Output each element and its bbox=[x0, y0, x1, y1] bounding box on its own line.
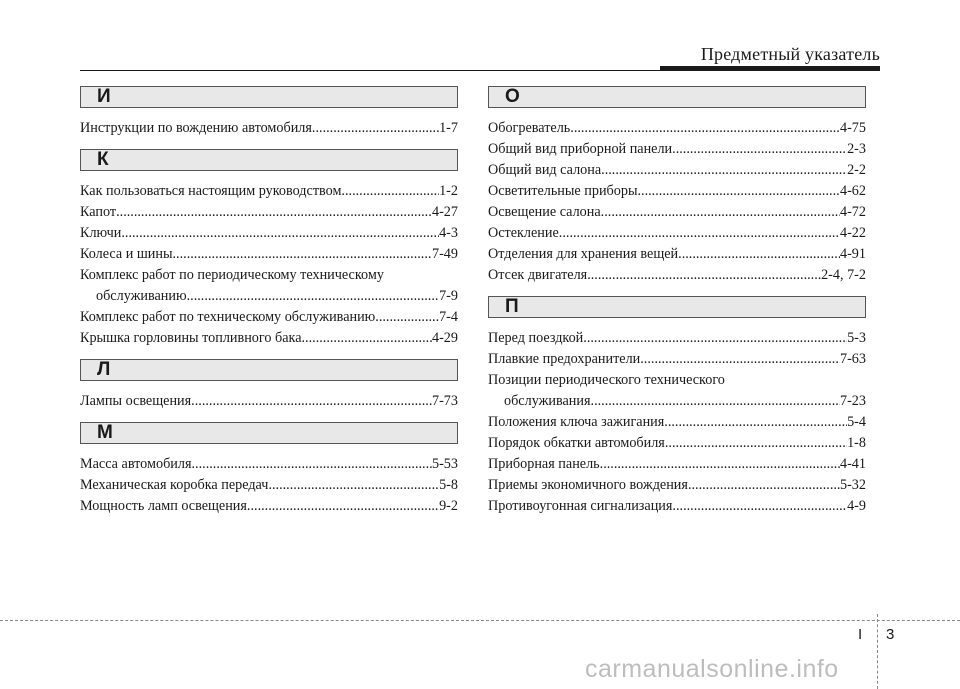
entry-text: Обогреватель bbox=[488, 120, 571, 136]
footer-divider bbox=[877, 614, 879, 689]
index-column-left bbox=[80, 86, 458, 517]
letter-heading bbox=[80, 149, 458, 171]
entry-text: Масса автомобиля bbox=[80, 456, 192, 472]
index-entry[interactable] bbox=[488, 496, 866, 517]
entry-text: Отделения для хранения вещей bbox=[488, 246, 679, 262]
letter-heading bbox=[488, 86, 866, 108]
entry-text: Положения ключа зажигания bbox=[488, 414, 665, 430]
entry-text: Приборная панель bbox=[488, 456, 600, 472]
index-entry[interactable] bbox=[80, 454, 458, 475]
index-entry[interactable] bbox=[488, 412, 866, 433]
entry-text: Отсек двигателя bbox=[488, 267, 588, 283]
index-entry[interactable] bbox=[488, 433, 866, 454]
entry-page: 7-23 bbox=[839, 393, 866, 409]
entry-page: 5-53 bbox=[431, 456, 458, 472]
letter-heading bbox=[80, 359, 458, 381]
entry-text: Комплекс работ по техническому обслуживанию bbox=[80, 309, 376, 325]
entry-text: Общий вид салона bbox=[488, 162, 602, 178]
header-rule-accent bbox=[660, 66, 880, 71]
entry-text: обслуживания bbox=[504, 393, 591, 409]
index-entry[interactable] bbox=[488, 202, 866, 223]
index-entry[interactable] bbox=[488, 454, 866, 475]
entry-text: Крышка горловины топливного бака bbox=[80, 330, 302, 346]
footer-rule bbox=[0, 620, 960, 621]
index-entry[interactable] bbox=[80, 118, 458, 139]
entry-page: 4-29 bbox=[431, 330, 458, 346]
entry-page: 1-8 bbox=[847, 435, 866, 451]
index-entry[interactable] bbox=[80, 181, 458, 202]
index-entry[interactable] bbox=[80, 328, 458, 349]
index-entry[interactable] bbox=[488, 118, 866, 139]
entry-page: 9-2 bbox=[439, 498, 458, 514]
index-entry[interactable] bbox=[80, 307, 458, 328]
entry-text: Общий вид приборной панели bbox=[488, 141, 673, 157]
entry-text: Плавкие предохранители bbox=[488, 351, 641, 367]
entry-text: Осветительные приборы bbox=[488, 183, 638, 199]
entry-page: 7-9 bbox=[439, 288, 458, 304]
index-entry[interactable] bbox=[80, 475, 458, 496]
entry-page: 7-63 bbox=[839, 351, 866, 367]
entry-page: 4-41 bbox=[839, 456, 866, 472]
index-entry[interactable] bbox=[80, 496, 458, 517]
index-entry[interactable] bbox=[488, 244, 866, 265]
entry-page: 4-72 bbox=[839, 204, 866, 220]
entry-text: Механическая коробка передач bbox=[80, 477, 269, 493]
entry-page: 1-2 bbox=[439, 183, 458, 199]
letter-heading bbox=[80, 422, 458, 444]
footer-section-label: I bbox=[858, 626, 863, 643]
letter-heading-label: П bbox=[505, 296, 519, 317]
entry-page: 1-7 bbox=[439, 120, 458, 136]
letter-heading bbox=[488, 296, 866, 318]
index-entry-first-line[interactable]: Позиции периодического технического bbox=[488, 372, 725, 388]
entry-page: 4-27 bbox=[431, 204, 458, 220]
index-column-right bbox=[488, 86, 866, 517]
index-entry[interactable] bbox=[488, 391, 866, 412]
letter-heading-label: Л bbox=[97, 359, 111, 380]
entry-text: обслуживанию bbox=[96, 288, 187, 304]
index-entry[interactable] bbox=[80, 391, 458, 412]
index-entry[interactable] bbox=[488, 475, 866, 496]
letter-heading-label: О bbox=[505, 86, 520, 107]
entry-text: Капот bbox=[80, 204, 117, 220]
index-entry[interactable] bbox=[488, 265, 866, 286]
index-entry[interactable] bbox=[80, 286, 458, 307]
index-entry[interactable] bbox=[488, 139, 866, 160]
page-header-title: Предметный указатель bbox=[700, 44, 880, 64]
entry-page: 2-2 bbox=[847, 162, 866, 178]
entry-text: Порядок обкатки автомобиля bbox=[488, 435, 665, 451]
entry-text: Остекление bbox=[488, 225, 559, 241]
index-entry-first-line[interactable]: Комплекс работ по периодическому техническому bbox=[80, 267, 384, 283]
entry-text: Колеса и шины bbox=[80, 246, 173, 262]
entry-page: 5-4 bbox=[847, 414, 866, 430]
index-entry[interactable] bbox=[80, 223, 458, 244]
entry-page: 5-8 bbox=[439, 477, 458, 493]
entry-text: Как пользоваться настоящим руководством bbox=[80, 183, 342, 199]
entry-text: Противоугонная сигнализация bbox=[488, 498, 673, 514]
index-entry[interactable] bbox=[488, 349, 866, 370]
index-entry[interactable] bbox=[80, 202, 458, 223]
index-entry[interactable] bbox=[488, 328, 866, 349]
entry-text: Инструкции по вождению автомобиля bbox=[80, 120, 312, 136]
entry-page: 7-73 bbox=[431, 393, 458, 409]
letter-heading-label: М bbox=[97, 422, 113, 443]
entry-page: 5-3 bbox=[847, 330, 866, 346]
entry-page: 4-9 bbox=[847, 498, 866, 514]
entry-page: 7-4 bbox=[439, 309, 458, 325]
entry-page: 4-75 bbox=[839, 120, 866, 136]
entry-text: Лампы освещения bbox=[80, 393, 192, 409]
entry-text: Перед поездкой bbox=[488, 330, 584, 346]
entry-page: 2-3 bbox=[847, 141, 866, 157]
watermark: carmanualsonline.info bbox=[585, 655, 839, 683]
entry-text: Приемы экономичного вождения bbox=[488, 477, 688, 493]
entry-page: 4-91 bbox=[839, 246, 866, 262]
entry-page: 5-32 bbox=[839, 477, 866, 493]
entry-page: 4-3 bbox=[439, 225, 458, 241]
index-entry[interactable] bbox=[80, 244, 458, 265]
entry-page: 7-49 bbox=[431, 246, 458, 262]
index-entry[interactable] bbox=[488, 181, 866, 202]
entry-text: Мощность ламп освещения bbox=[80, 498, 247, 514]
entry-page: 2-4, 7-2 bbox=[821, 267, 866, 283]
letter-heading-label: И bbox=[97, 86, 111, 107]
entry-page: 4-22 bbox=[839, 225, 866, 241]
entry-text: Ключи bbox=[80, 225, 122, 241]
index-entry[interactable] bbox=[488, 160, 866, 181]
entry-page: 4-62 bbox=[839, 183, 866, 199]
letter-heading-label: К bbox=[97, 149, 109, 170]
index-entry[interactable] bbox=[488, 223, 866, 244]
page-number: 3 bbox=[886, 626, 895, 643]
letter-heading bbox=[80, 86, 458, 108]
entry-text: Освещение салона bbox=[488, 204, 601, 220]
